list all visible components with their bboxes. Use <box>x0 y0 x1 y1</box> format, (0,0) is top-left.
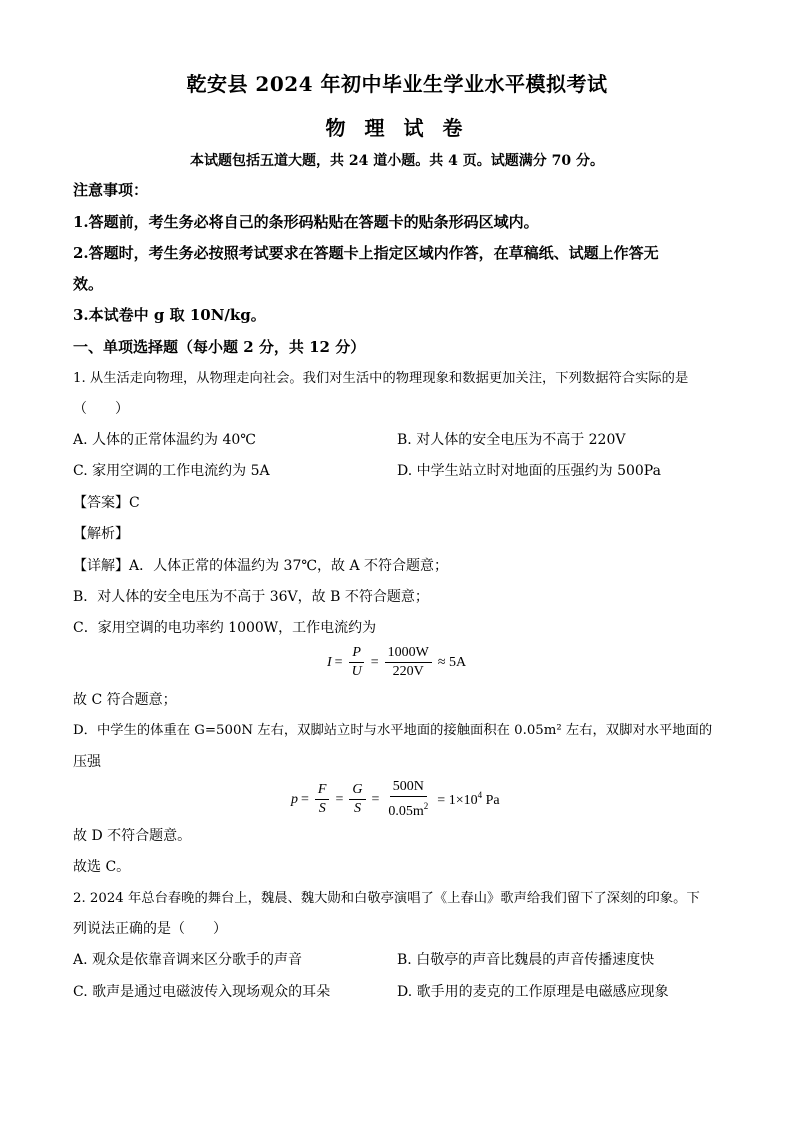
formula-current-lhs: I <box>327 654 332 670</box>
q2-stem: 2. 2024 年总台春晚的舞台上，魏晨、魏大勋和白敬亭演唱了《上春山》歌声给我们留下了深刻的印象。下 <box>73 891 700 906</box>
q2-option-a: A. 观众是依靠音调来区分歌手的声音 <box>73 952 303 968</box>
note-2: 2.答题时，考生务必按照考试要求在答题卡上指定区域内作答，在草稿纸、试题上作答无 <box>73 244 659 262</box>
exam-title: 乾安县 2024 年初中毕业生学业水平模拟考试 <box>186 72 608 96</box>
q1-option-d: D. 中学生站立时对地面的压强约为 500Pa <box>397 463 661 479</box>
q1-conclusion: 故选 C。 <box>73 859 131 875</box>
formula-current-frac2: $\frac{1000W}{220V}$ <box>385 644 432 681</box>
formula-current-result: ≈ 5A <box>437 654 467 670</box>
note-1: 1.答题前，考生务必将自己的条形码粘贴在答题卡的贴条形码区域内。 <box>73 213 539 231</box>
formula-current-frac1: $\frac{P}{U}$ <box>349 644 365 681</box>
q1-answer: 【答案】C <box>73 495 140 511</box>
q1-detail-d-cont: 压强 <box>73 754 101 770</box>
section-heading: 一、单项选择题（每小题 2 分，共 12 分） <box>73 338 366 356</box>
formula-pressure-result: = $1\times 10^4$ Pa <box>437 790 500 808</box>
q1-detail-a: 【详解】A．人体正常的体温约为 37℃，故 A 不符合题意； <box>73 558 449 574</box>
q1-detail-b: B．对人体的安全电压为不高于 36V，故 B 不符合题意； <box>73 589 429 605</box>
q1-analysis-label: 【解析】 <box>73 526 129 542</box>
q1-option-c: C. 家用空调的工作电流约为 5A <box>73 463 270 479</box>
q2-option-b: B. 白敬亭的声音比魏晨的声音传播速度快 <box>397 952 655 968</box>
q2-stem-cont: 列说法正确的是（ ） <box>73 921 227 937</box>
q1-detail-c-end: 故 C 符合题意； <box>73 692 177 708</box>
notes-heading: 注意事项： <box>73 181 149 199</box>
formula-pressure-lhs: p <box>291 791 298 807</box>
q1-stem-paren: （ ） <box>73 401 129 417</box>
q1-option-a: A. 人体的正常体温约为 40℃ <box>73 432 256 448</box>
formula-pressure-frac1: $\frac{F}{S}$ <box>315 781 330 818</box>
formula-pressure: p = $\frac{F}{S}$ = $\frac{G}{S}$ = $\frac{500N}{0.05m^2}$ = $1\times 10^4$ Pa <box>291 779 500 819</box>
q1-stem: 1. 从生活走向物理，从物理走向社会。我们对生活中的物理现象和数据更加关注，下列数据符合实际的是 <box>73 371 689 386</box>
note-2-cont: 效。 <box>73 275 104 293</box>
formula-pressure-frac3: $\frac{500N}{0.05m^2}$ <box>388 779 429 819</box>
note-3: 3.本试卷中 g 取 10N/kg。 <box>73 306 266 324</box>
subject-title: 物 理 试 卷 <box>325 116 469 140</box>
exam-summary: 本试题包括五道大题，共 24 道小题。共 4 页。试题满分 70 分。 <box>190 153 604 169</box>
q1-detail-d-end: 故 D 不符合题意。 <box>73 828 192 844</box>
q1-detail-c: C．家用空调的电功率约 1000W，工作电流约为 <box>73 620 377 636</box>
q2-option-c: C. 歌声是通过电磁波传入现场观众的耳朵 <box>73 984 331 1000</box>
formula-current: I = $\frac{P}{U}$ = $\frac{1000W}{220V}$ ≈ 5A <box>327 645 467 679</box>
q2-option-d: D. 歌手用的麦克的工作原理是电磁感应现象 <box>397 984 669 1000</box>
formula-pressure-frac2: $\frac{G}{S}$ <box>349 781 365 818</box>
q1-detail-d: D．中学生的体重在 G=500N 左右，双脚站立时与水平地面的接触面积在 0.05m² 左右，双脚对水平地面的 <box>73 723 713 738</box>
q1-option-b: B. 对人体的安全电压为不高于 220V <box>397 432 626 448</box>
